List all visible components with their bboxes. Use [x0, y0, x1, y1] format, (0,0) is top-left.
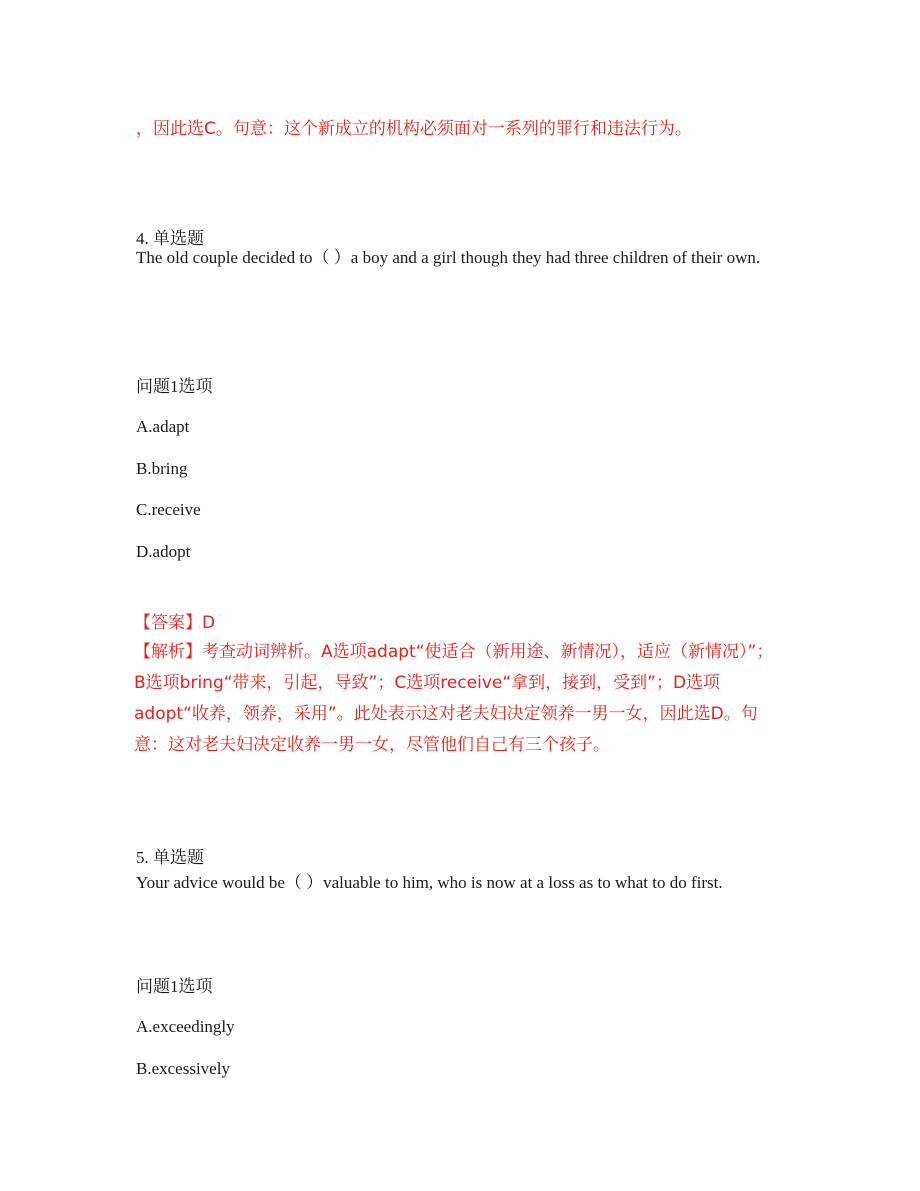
q4-analysis: 【解析】考查动词辨析。A选项adapt“使适合（新用途、新情况），适应（新情况）”；B选项bring“带来，引起，导致”；C选项receive“拿到，接到，受到”；D选项adopt“收养，领养，采用”。此处表示这对老夫妇决定领养一男一女，因此选D。句意：这对老夫妇决定收养一男一女，尽管他们自己有三个孩子。 — [134, 642, 774, 755]
q5-heading: 5. 单选题 — [136, 848, 204, 867]
q4-options-heading: 问题1选项 — [136, 377, 213, 396]
q4-option-b: B.bring — [136, 459, 188, 478]
q4-stem: The old couple decided to（ ）a boy and a girl though they had three children of their own. — [136, 248, 761, 267]
q5-stem: Your advice would be（ ）valuable to him, who is now at a loss as to what to do first. — [136, 873, 723, 892]
q3-explanation-end: ，因此选C。句意：这个新成立的机构必须面对一系列的罪行和违法行为。 — [136, 119, 692, 139]
q4-answer: 【答案】D — [134, 613, 216, 633]
q4-option-d: D.adopt — [136, 542, 191, 561]
q4-option-a: A.adapt — [136, 417, 190, 436]
q5-options-heading: 问题1选项 — [136, 977, 213, 996]
q5-option-b: B.excessively — [136, 1059, 230, 1078]
q5-option-a: A.exceedingly — [136, 1017, 235, 1036]
q4-heading: 4. 单选题 — [136, 229, 204, 248]
q4-option-c: C.receive — [136, 500, 201, 519]
